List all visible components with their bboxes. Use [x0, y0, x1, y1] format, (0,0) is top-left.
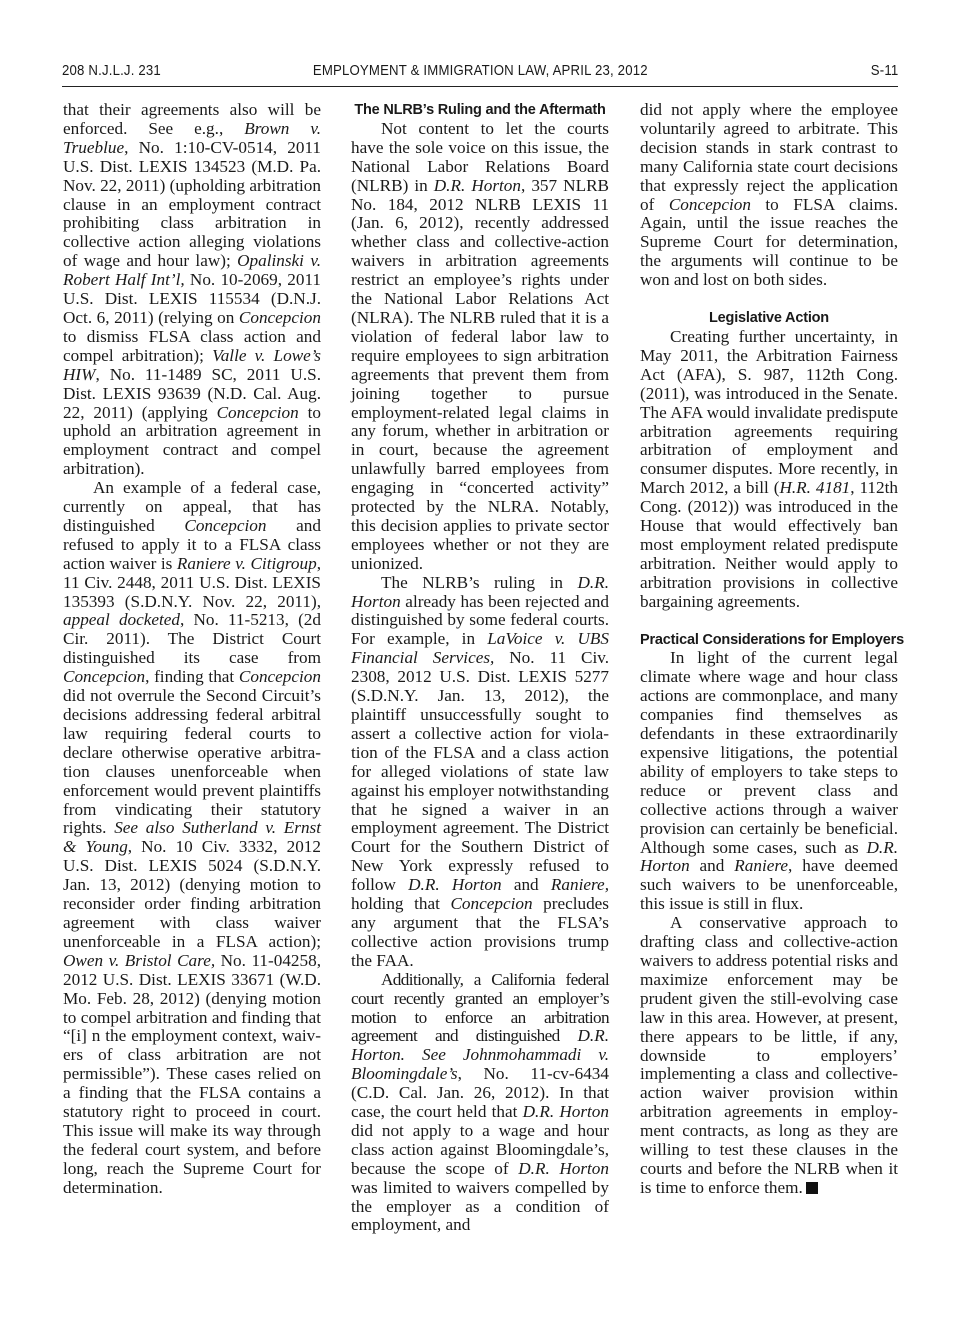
citation-reference: 208 N.J.L.J. 231 [62, 62, 161, 79]
column-1 [63, 101, 321, 1198]
section-heading-practical-considerations: Practical Considerations for Employers [640, 631, 904, 648]
paragraph: Creating further uncertainty, in May 2011, the Arbitration Fairness Act (AFA), S. 987, 112th Cong. (2011), was introduced in the Senate. The AFA would invalidate predispute arbitration agreements requiring arbitration of employment and consumer disputes. More recently, in March 2012, a bill (H.R. 4181, 112th Cong. (2012)) was introduced in the House that would effectively ban most employment related predispute arbitration. Neither would apply to arbitration provisions in collective bargaining agreements. [640, 326, 898, 611]
paragraph: did not apply where the employee voluntarily agreed to arbitrate. This decision stands in stark contrast to many California state court decisions that expressly reject the application of Concepcion to FLSA claims. Again, until the issue reaches the Supreme Court for determination, the arguments will continue to be won and lost on both sides. [640, 100, 898, 290]
section-title-text: EMPLOYMENT & IMMIGRATION LAW, APRIL 23, 2012 [312, 62, 648, 79]
italic-citation: See also Sutherland v. Ernst & Young [63, 818, 322, 857]
italic-citation: D.R. Horton [408, 875, 502, 895]
italic-citation: Concepcion [216, 402, 299, 422]
italic-citation: D.R. Horton [433, 175, 521, 195]
italic-citation: Concepcion [450, 894, 533, 914]
italic-citation: D.R. Horton [640, 837, 898, 876]
section-heading-legislative-action: Legislative Action [709, 310, 829, 327]
italic-citation: Raniere, [550, 875, 609, 895]
italic-citation: D.R. Horton. See Johnmohammadi v. Bloomingdale’s [351, 1026, 609, 1084]
italic-citation: Brown v. Trueblue [63, 118, 322, 157]
paragraph-body: D.R. Horton. See Johnmohammadi v. Bloomingdale’s, No. 11-cv-6434 (C.D. Cal. Jan. 26, 2012). In that case, the court held that D.R. Horton did not apply to a wage and hour class action against Bloomingdale’s, because the scope of D.R. Horton was limited to waivers compelled by the employer as a condition of employment, and [351, 1026, 609, 1235]
page-header [62, 62, 898, 87]
italic-citation: D.R. Horton [351, 572, 609, 611]
paragraph: The NLRB’s ruling in D.R. Horton already has been rejected and distinguished by some federal courts. For example, in LaVoice v. UBS Financial Services, No. 11 Civ. 2308, 2012 U.S. Dist. LEXIS 5277 (S.D.N.Y. Jan. 13, 2012), the plaintiff unsuccessfully sought to assert a collective action for violation of the FLSA and a class action for alleged violations of state law against his employer notwithstanding that he signed a waiver in an employment agreement. The District Court for the Southern District of New York expressly refused to follow D.R. Horton and Raniere, holding that Concepcion precludes any argument that the FLSA’s collective action provisions trump the FAA. [351, 572, 609, 970]
italic-citation: D.R. Horton [522, 1102, 609, 1122]
column-2 [351, 101, 609, 1235]
column-3 [640, 100, 904, 1198]
paragraph: that their agreements also will be enforced. See e.g., Brown v. Trueblue, No. 1:10-CV-0514, 2011 U.S. Dist. LEXIS 134523 (M.D. Pa. Nov. 22, 2011) (upholding arbitration clause in an employment contract prohibiting class arbitration in collective action alleging violations of wage and hour law); Opalinski v. Robert Half Int’l, No. 10-2069, 2011 U.S. Dist. LEXIS 115534 (D.N.J. Oct. 6, 2011) (relying on Concepcion to dismiss FLSA class action and compel arbitration); Valle v. Lowe’s HIW, No. 11-1489 SC, 2011 U.S. Dist. LEXIS 93639 (N.D. Cal. Aug. 22, 2011) (applying Concepcion to uphold an arbitration agreement in employment contract and compel arbitration). [63, 100, 322, 479]
italic-citation: appeal docketed [63, 610, 181, 630]
italic-citation: Concepcion [238, 307, 321, 327]
paragraph [640, 914, 898, 1198]
italic-citation: D.R. Horton [518, 1158, 609, 1178]
paragraph: Not content to let the courts have the sole voice on this issue, the National Labor Relations Board (NLRB) in D.R. Horton, 357 NLRB No. 184, 2012 NLRB LEXIS 11 (Jan. 6, 2012), recently addressed whether class and collective-action waivers in arbitration agreements restrict an employee’s rights under the National Labor Relations Act (NLRA). The NLRB ruled that it is a violation of federal labor law to require employees to sign arbitration agreements that prevent them from joining together to pursue employment-related legal claims in any forum, whether in arbitration or in court, because the agreement unlawfully barred employees from engaging in “concerted activity” protected by the NLRA. Notably, this decision applies to private sector employees whether or not they are unionized. [351, 118, 610, 573]
end-of-article-mark [806, 1182, 818, 1194]
spacer [640, 290, 898, 309]
paragraph [351, 971, 609, 1236]
section-heading-nlrb-ruling: The NLRB’s Ruling and the Aftermath [354, 102, 606, 118]
italic-citation: Concepcion [63, 667, 146, 687]
paragraph-lead: Additionally, a California federal court recently granted an employer’s motion to enforce an arbitration agreement and distinguished [351, 969, 609, 1046]
italic-citation: Concepcion [668, 194, 751, 214]
spacer [640, 612, 898, 631]
paragraph-body: A conservative approach to drafting class and collective-action waivers to address potential risks and maximize enforcement may be prudent given the still-evolving case law in this area. However, at present, there appears to be little, if any, downside to employers’ implementing a class and collective-action waiver provision within arbitration agreements in employment contracts, as long as they are willing to test these clauses in the courts and before the NLRB when it is time to enforce them. [640, 913, 898, 1197]
italic-citation: Owen v. Bristol Care, [63, 950, 216, 970]
italic-citation: Raniere [734, 856, 789, 876]
italic-citation: Opalinski v. Robert Half Int’l, [63, 251, 321, 290]
section-title [62, 62, 898, 79]
italic-citation: LaVoice v. UBS Financial Services, [351, 629, 609, 668]
italic-citation: H.R. 4181 [779, 478, 851, 498]
page-number: S-11 [870, 62, 898, 79]
italic-citation: Raniere v. Citigroup [176, 553, 317, 573]
italic-citation: Concepcion [238, 667, 321, 687]
italic-citation: Concepcion [184, 515, 267, 535]
paragraph: In light of the current legal climate where wage and hour class actions are commonplace, and many companies find themselves as defendants in these extraordinarily expensive litigations, the potential ability of employers to take steps to reduce or prevent class and collective actions through a waiver provision can certainly be beneficial. Although some cases, such as D.R. Horton and Raniere, have deemed such waivers to be unenforceable, this issue is still in flux. [640, 648, 898, 914]
paragraph: An example of a federal case, currently on appeal, that has distinguished Concepcion and refused to apply it to a FLSA class action waiver is Raniere v. Citigroup, 11 Civ. 2448, 2011 U.S. Dist. LEXIS 135393 (S.D.N.Y. Nov. 22, 2011), appeal docketed, No. 11-5213, (2d Cir. 2011). The District Court distinguished its case from Concepcion, finding that Concepcion did not overrule the Second Circuit’s decisions addressing federal arbitral law requiring federal courts to declare otherwise operative arbitration clauses unenforceable when enforcement would prevent plaintiffs from vindicating their statutory rights. See also Sutherland v. Ernst & Young, No. 10 Civ. 3332, 2012 U.S. Dist. LEXIS 5024 (S.D.N.Y. Jan. 13, 2012) (denying motion to reconsider order finding arbitration agreement with class waiver unenforceable in a FLSA action); Owen v. Bristol Care, No. 11-04258, 2012 U.S. Dist. LEXIS 33671 (W.D. Mo. Feb. 28, 2012) (denying motion to compel arbitration and finding that “[i] n the employment context, waivers of class arbitration are not permissible”). These cases relied on a finding that the FLSA contains a statutory right to proceed in court. This issue will make its way through the federal court system, and before long, reach the Supreme Court for determination. [63, 478, 322, 1197]
italic-citation: Valle v. Lowe’s HIW [63, 345, 321, 384]
